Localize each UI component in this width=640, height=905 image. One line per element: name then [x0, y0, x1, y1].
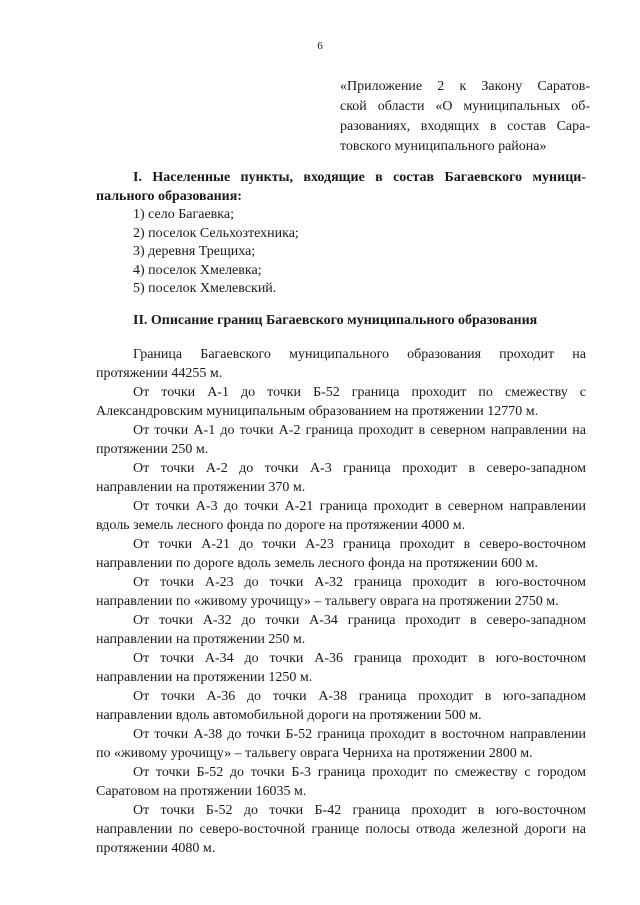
list-item: 4) поселок Хмелевка; [133, 262, 262, 278]
page-number: 6 [317, 40, 323, 52]
appendix-line: товского муниципального района» [340, 139, 547, 154]
paragraph: От точки А-1 до точки А-2 граница проходит в северном направлении на протяжении 250 м. [96, 423, 586, 457]
list-item: 5) поселок Хмелевский. [133, 281, 277, 297]
paragraph: От точки А-3 до точки А-21 граница проходит в северном направлении вдоль земель лесного фонда по дороге на протяжении 4000 м. [96, 499, 586, 533]
list-item: 2) поселок Сельхозтехника; [133, 225, 299, 241]
paragraph: От точки А-38 до точки Б-52 граница проходит в восточном направлении по «живому урочищу» – тальвегу оврага Черниха на протяжении 2800 м. [96, 727, 586, 761]
appendix-line: ской области «О муниципальных об- [340, 99, 590, 114]
paragraph: От точки А-1 до точки Б-52 граница проходит по смежеству с Александровским муниципальным образованием на протяжении 12770 м. [96, 385, 586, 419]
paragraph: От точки А-32 до точки А-34 граница проходит в северо-западном направлении на протяжении 250 м. [96, 613, 586, 647]
appendix-note [340, 77, 590, 157]
appendix-line: «Приложение 2 к Закону Саратов- [340, 79, 590, 94]
appendix-line: разованиях, входящих в состав Сара- [340, 119, 590, 134]
list-item: 1) село Багаевка; [133, 207, 234, 222]
paragraph: От точки А-21 до точки А-23 граница проходит в северо-восточном направлении по дороге вдоль земель лесного фонда на протяжении 600 м. [96, 537, 586, 571]
paragraph: От точки А-34 до точки А-36 граница проходит в юго-восточном направлении на протяжении 1250 м. [96, 651, 586, 685]
paragraph: Граница Багаевского муниципального образования проходит на протяжении 44255 м. [96, 347, 586, 381]
paragraph: От точки А-2 до точки А-3 граница проходит в северо-западном направлении на протяжении 370 м. [96, 461, 586, 495]
boundary-description [96, 345, 586, 858]
section-1-heading-line-2: пального образования: [96, 189, 242, 204]
paragraph: От точки А-36 до точки А-38 граница проходит в юго-западном направлении вдоль автомобильной дороги на протяжении 500 м. [96, 689, 586, 723]
section-1-heading [96, 168, 586, 206]
paragraph: От точки Б-52 до точки Б-42 граница проходит в юго-восточном направлении по северо-восточной границе полосы отвода железной дороги на протяжении 4080 м. [96, 803, 586, 856]
paragraph: От точки Б-52 до точки Б-3 граница проходит по смежеству с городом Саратовом на протяжении 16035 м. [96, 765, 586, 799]
paragraph: От точки А-23 до точки А-32 граница проходит в юго-восточном направлении по «живому урочищу» – тальвегу оврага на протяжении 2750 м. [96, 575, 586, 609]
list-item: 3) деревня Трещиха; [133, 244, 256, 260]
section-1-heading-line-1: I. Населенные пункты, входящие в состав Багаевского муници- [133, 170, 586, 185]
settlements-list [133, 206, 299, 299]
section-2-heading: II. Описание границ Багаевского муниципального образования [133, 313, 538, 328]
